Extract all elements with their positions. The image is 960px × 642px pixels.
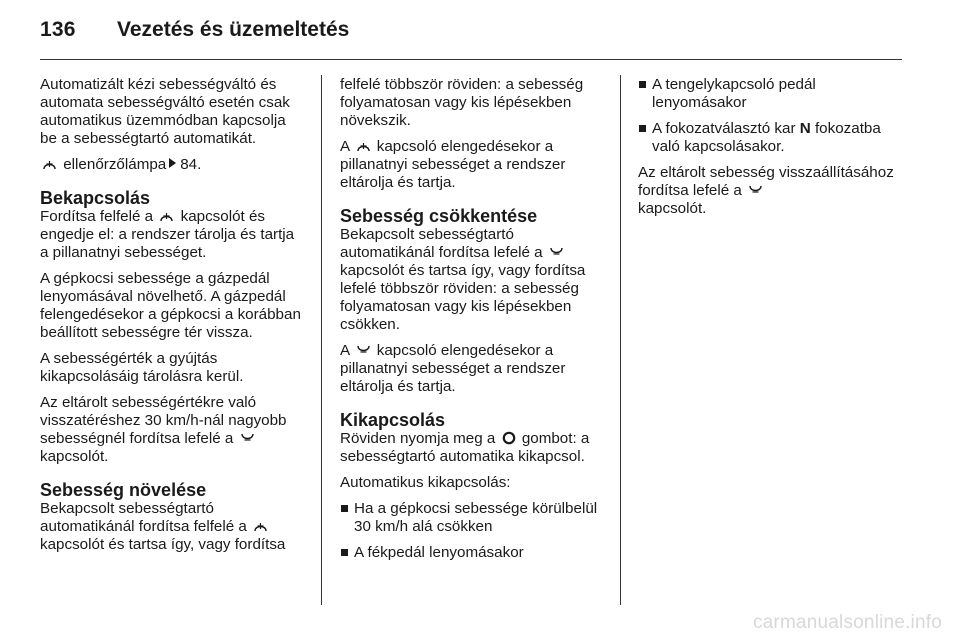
text: A	[340, 342, 350, 359]
decrease-speed-paragraph	[340, 226, 604, 334]
text: Az eltárolt sebességértékre való visszatéréshez 30 km/h-nál nagyobb sebességnél fordítsa lefelé a	[40, 394, 287, 447]
release-paragraph	[340, 138, 604, 192]
cruise-control-set-minus-icon	[549, 246, 564, 259]
switch-off-paragraph	[340, 430, 604, 466]
cruise-control-set-minus-icon	[356, 344, 371, 357]
text: Fordítsa felfelé a	[40, 208, 154, 225]
indicator-page-ref[interactable]: 84.	[180, 156, 202, 173]
watermark: carmanualsonline.info	[752, 612, 942, 633]
text: Bekapcsolt sebességtartó automatikánál fordítsa felfelé a	[40, 500, 247, 535]
text: kapcsolót.	[638, 200, 707, 217]
switch-on-paragraph-4	[40, 394, 304, 466]
list-item	[340, 500, 604, 536]
page-number: 136	[40, 18, 76, 41]
bullet-square-icon	[341, 549, 348, 556]
gear-letter: N	[799, 120, 811, 137]
cruise-control-set-minus-icon	[748, 184, 763, 197]
switch-on-paragraph-3: A sebességérték a gyújtás kikapcsolásáig tárolásra kerül.	[40, 350, 244, 385]
text: kapcsoló elengedésekor a pillanatnyi sebességet a rendszer eltárolja és tartja.	[340, 342, 566, 395]
text: A fokozatválasztó kar	[652, 120, 796, 137]
increase-speed-paragraph	[40, 500, 304, 554]
text: fokozatba való kapcsolásakor.	[652, 120, 881, 155]
cruise-control-res-plus-icon	[159, 210, 174, 223]
indicator-paragraph	[40, 156, 304, 174]
indicator-label: ellenőrzőlámpa	[63, 156, 167, 173]
list-item	[638, 76, 902, 112]
text: A tengelykapcsoló pedál lenyomásakor	[652, 76, 816, 111]
switch-on-paragraph-1	[40, 208, 304, 262]
intro-paragraph: Automatizált kézi sebességváltó és automata sebességváltó esetén csak automatikus üzemmódban kapcsolja be a sebességtartó automatikát.	[40, 76, 290, 147]
text: Bekapcsolt sebességtartó automatikánál fordítsa lefelé a	[340, 226, 543, 261]
cruise-control-res-plus-icon	[356, 140, 371, 153]
column-2	[340, 76, 604, 570]
heading-increase-speed: Sebesség növelése	[40, 480, 207, 500]
header-rule	[40, 59, 902, 60]
column-1	[40, 76, 304, 562]
heading-decrease-speed: Sebesség csökkentése	[340, 206, 538, 226]
text: kapcsolót és tartsa így, vagy fordítsa lefelé többször röviden: a sebesség folyamatosan vagy kis lépésekben csökken.	[340, 262, 586, 333]
text: kapcsoló elengedésekor a pillanatnyi sebességet a rendszer eltárolja és tartja.	[340, 138, 566, 191]
increase-continued-paragraph: felfelé többször röviden: a sebesség folyamatosan vagy kis lépésekben növekszik.	[340, 76, 584, 129]
heading-switch-on: Bekapcsolás	[40, 188, 151, 208]
restore-paragraph	[638, 164, 902, 218]
page-title: Vezetés és üzemeltetés	[117, 18, 350, 41]
cruise-control-set-minus-icon	[240, 432, 255, 445]
auto-off-paragraph: Automatikus kikapcsolás:	[340, 474, 511, 491]
release-paragraph-2	[340, 342, 604, 396]
bullet-square-icon	[341, 505, 348, 512]
cruise-cancel-o-icon	[502, 431, 516, 445]
text: Az eltárolt sebesség visszaállításához fordítsa lefelé a	[638, 164, 894, 199]
text: gombot: a sebességtartó automatika kikapcsol.	[340, 430, 590, 465]
heading-switch-off: Kikapcsolás	[340, 410, 446, 430]
page-reference-triangle-icon	[169, 158, 176, 168]
text: kapcsolót.	[40, 448, 109, 465]
text: kapcsolót és engedje el: a rendszer tárolja és tartja a pillanatnyi sebességet.	[40, 208, 295, 261]
column-separator-1	[321, 75, 322, 605]
text: A	[340, 138, 350, 155]
bullet-square-icon	[639, 81, 646, 88]
text: kapcsolót és tartsa így, vagy fordítsa	[40, 536, 286, 553]
cruise-control-res-plus-icon	[253, 520, 268, 533]
text: Ha a gépkocsi sebessége körülbelül 30 km/h alá csökken	[354, 500, 598, 535]
list-item	[638, 120, 902, 156]
switch-on-paragraph-2: A gépkocsi sebessége a gázpedál lenyomásával növelhető. A gázpedál felengedésekor a gépkocsi a korábban beállított sebességre tér vissza.	[40, 270, 301, 341]
column-3	[638, 76, 902, 226]
list-item	[340, 544, 604, 562]
text: Röviden nyomja meg a	[340, 430, 496, 447]
bullet-square-icon	[639, 125, 646, 132]
cruise-control-res-plus-icon	[42, 158, 57, 171]
text: A fékpedál lenyomásakor	[354, 544, 524, 561]
column-separator-2	[620, 75, 621, 605]
